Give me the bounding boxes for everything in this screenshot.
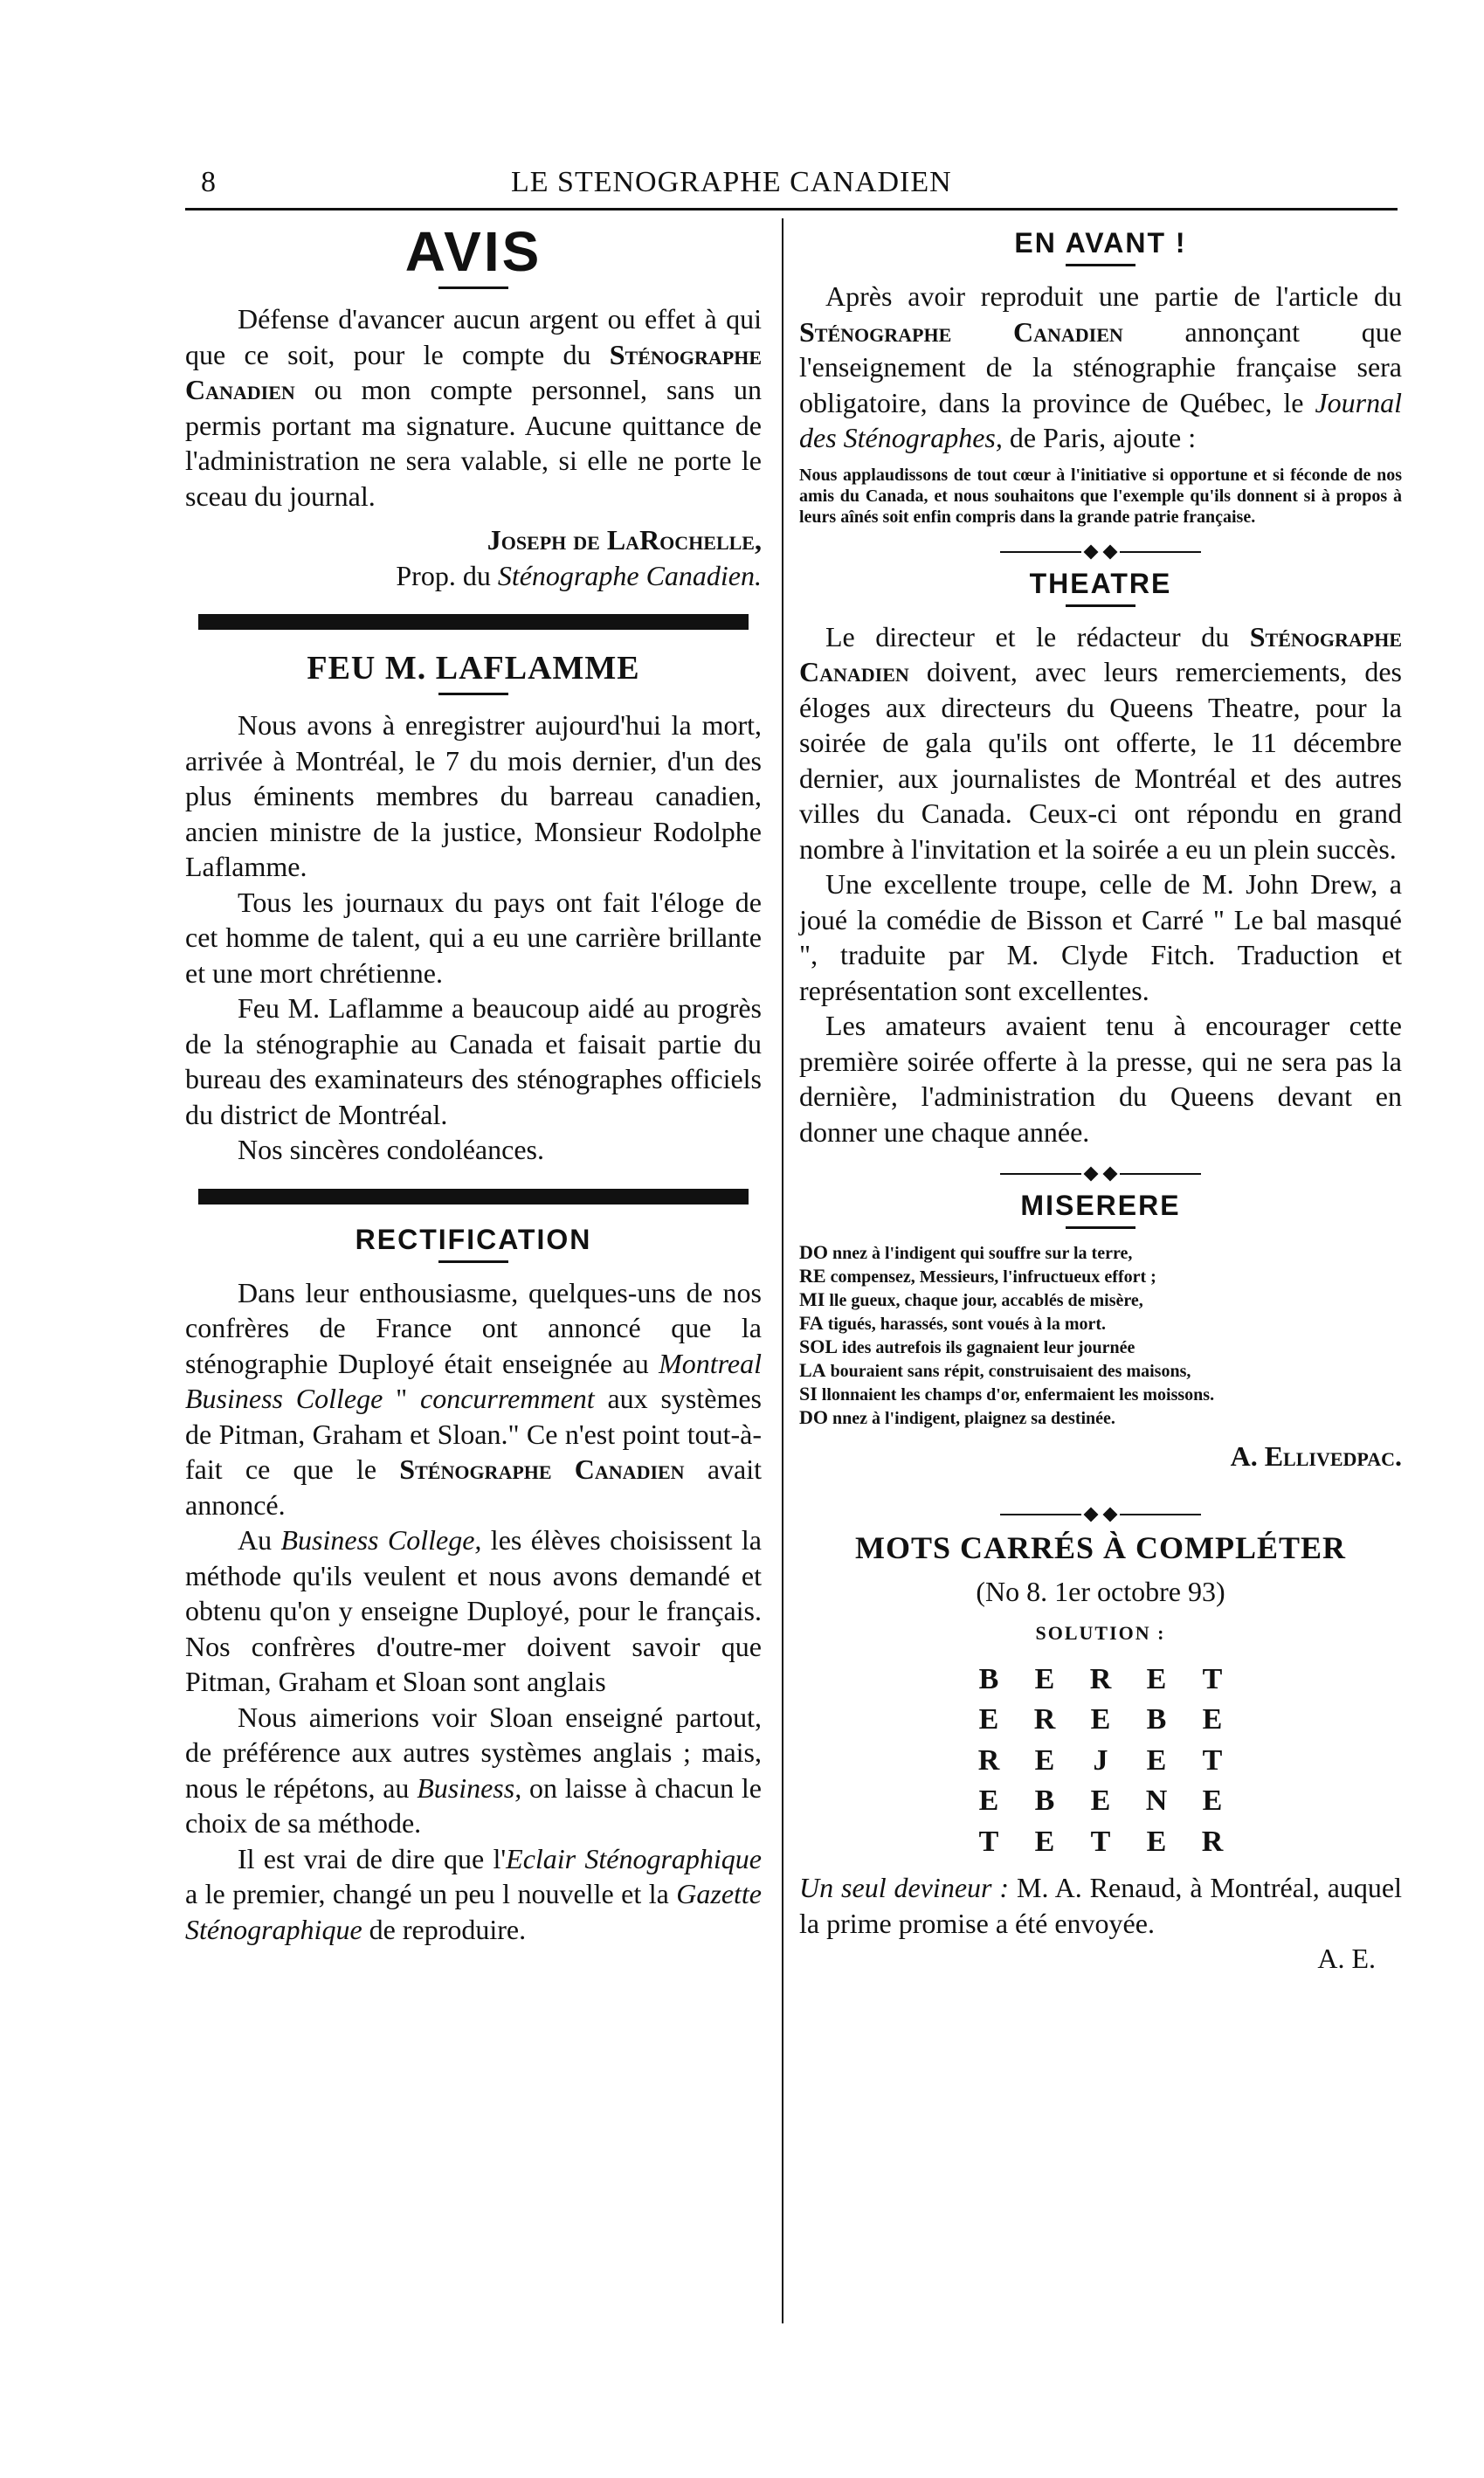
- poem-text: nnez à l'indigent, plaignez sa destinée.: [828, 1409, 1115, 1428]
- feu-paragraph-1: Nous avons à enregistrer aujourd'hui la mort, arrivée à Montréal, le 7 du mois dernier, d'un des plus éminents membres du barreau canadien, ancien ministre de la justice, Monsieur Rodolphe Laflamme.: [185, 709, 762, 882]
- page-header: [175, 166, 1398, 210]
- italic-run: Un seul devineur :: [799, 1872, 1010, 1903]
- avis-article: [185, 220, 762, 593]
- text-run: de reproduire.: [362, 1913, 527, 1945]
- feu-paragraph-3: Feu M. Laflamme a beaucoup aidé au progrès de la sténographie au Canada et faisait partie du bureau des examinateurs des sténographes officiels du district de Montréal.: [185, 992, 762, 1130]
- grid-letter: E: [1146, 1743, 1167, 1777]
- poem-line: [799, 1288, 1402, 1312]
- poem-text: tigués, harassés, sont voués à la mort.: [823, 1315, 1107, 1334]
- poem-initial: RE: [799, 1265, 826, 1287]
- mots-carres-article: [799, 1529, 1402, 1977]
- mots-carres-result: [799, 1870, 1402, 1941]
- grid-letter: E: [1034, 1825, 1055, 1858]
- poem-line: [799, 1383, 1402, 1406]
- header-rule: [185, 208, 1398, 211]
- avis-paragraph: [185, 301, 762, 514]
- mots-carres-signature: A. E.: [1317, 1943, 1376, 1974]
- text-run: Prop. du: [396, 559, 498, 591]
- mots-carres-subheading: (No 8. 1er octobre 93): [976, 1575, 1225, 1607]
- italic-run: Business College,: [280, 1524, 482, 1556]
- avis-signature-title: [185, 558, 762, 594]
- grid-letter: T: [1202, 1743, 1223, 1777]
- en-avant-heading: EN AVANT !: [1014, 227, 1187, 259]
- text-run: on laisse à chacun le choix de sa méthode.: [185, 1771, 763, 1839]
- italic-run: Eclair Sténographique: [506, 1842, 763, 1874]
- grid-letter: E: [978, 1784, 999, 1817]
- italic-run: concurremment: [420, 1383, 595, 1414]
- text-run: ou mon compte personnel, sans un permis portant ma signature. Aucune quittance de l'administration ne sera valable, si elle ne porte le sceau du journal.: [185, 374, 762, 512]
- italic-run: Sténographe Canadien.: [497, 559, 762, 591]
- grid-letter: E: [1202, 1703, 1223, 1736]
- text-run: Après avoir reproduit une partie de l'article du: [825, 280, 1402, 312]
- rectification-heading-rule: [438, 1260, 508, 1263]
- grid-letter: E: [1090, 1703, 1111, 1736]
- text-run: Défense d'avancer aucun argent ou effet à qui que ce soit, pour le compte du: [185, 303, 762, 370]
- poem-initial: MI: [799, 1288, 825, 1310]
- poem-text: llonnaient les champs d'or, enfermaient les moissons.: [817, 1385, 1215, 1405]
- grid-letter: E: [1034, 1662, 1055, 1695]
- en-avant-article: [799, 225, 1402, 528]
- poem-text: compensez, Messieurs, l'infructueux effort ;: [825, 1267, 1156, 1287]
- poem-initial: LA: [799, 1359, 826, 1381]
- page-number: 8: [201, 166, 217, 198]
- theatre-heading: THEATRE: [1029, 567, 1172, 599]
- poem-initial: SI: [799, 1383, 818, 1405]
- feu-paragraph-4: Nos sincères condoléances.: [238, 1134, 544, 1165]
- journal-name: Sténographe Canadien: [185, 338, 762, 405]
- right-column: [799, 225, 1402, 1977]
- grid-letter: B: [1146, 1703, 1167, 1736]
- grid-letter: E: [1202, 1784, 1223, 1817]
- grid-letter: E: [1034, 1743, 1055, 1777]
- grid-letter: B: [1034, 1784, 1055, 1817]
- rectification-paragraph-4: [185, 1841, 762, 1948]
- text-run: Le directeur et le rédacteur du: [825, 620, 1250, 652]
- text-run: Nous aimerions voir Sloan enseigné partout, de préférence aux autres systèmes anglais ; mais, nous le répétons, au: [185, 1701, 762, 1804]
- section-divider-thick: [198, 614, 749, 630]
- en-avant-paragraph: [799, 279, 1402, 456]
- avis-heading-rule: [438, 286, 508, 289]
- text-run: M. A. Renaud, à Montréal, auquel la prime promise a été envoyée.: [799, 1872, 1403, 1939]
- ornament-line: [1000, 1173, 1081, 1175]
- ornament-line: [1120, 1514, 1201, 1515]
- poem-initial: DO: [799, 1241, 828, 1263]
- text-run: Il est vrai de dire que l': [238, 1842, 507, 1874]
- poem-line: [799, 1359, 1402, 1383]
- italic-run: Business,: [417, 1771, 522, 1804]
- poem-initial: DO: [799, 1406, 828, 1428]
- grid-letter: R: [1201, 1825, 1224, 1858]
- miserere-heading-rule: [1066, 1226, 1135, 1229]
- solution-label: SOLUTION :: [1035, 1622, 1166, 1644]
- feu-laflamme-article: [185, 647, 762, 1168]
- ornamental-divider: [1000, 1169, 1201, 1179]
- text-run: doivent, avec leurs remerciements, des éloges aux directeurs du Queens Theatre, pour la soirée de gala qu'ils ont offerte, le 11 décembre dernier, aux journalistes de Montréal et des autres villes du Canada. Ceux-ci ont répondu en grand nombre à l'invitation et la soirée a eu un plein succès.: [799, 656, 1402, 865]
- avis-heading: AVIS: [404, 220, 542, 283]
- feu-paragraph-2: Tous les journaux du pays ont fait l'éloge de cet homme de talent, qui a eu une carrière brillante et une mort chrétienne.: [185, 886, 762, 989]
- rectification-heading: RECTIFICATION: [355, 1223, 592, 1255]
- avis-signature-name: [185, 522, 762, 558]
- miserere-heading: MISERERE: [1020, 1190, 1181, 1221]
- left-column: [185, 220, 762, 1947]
- ornament-diamond: [1084, 1167, 1099, 1182]
- journal-name: Sténographe Canadien: [799, 620, 1402, 687]
- ornament-diamond: [1103, 544, 1118, 559]
- text-run: avait annoncé.: [185, 1453, 763, 1521]
- grid-letter: R: [977, 1743, 1000, 1777]
- theatre-article: [799, 566, 1402, 1150]
- italic-run: Gazette Sténographique: [185, 1878, 762, 1945]
- feu-heading-rule: [438, 693, 508, 695]
- text-run: de Paris, ajoute :: [1002, 422, 1197, 453]
- grid-letter: N: [1145, 1784, 1168, 1817]
- ornament-line: [1000, 1514, 1081, 1515]
- italic-run: Journal des Sténographes,: [799, 386, 1402, 453]
- poem-text: nnez à l'indigent qui souffre sur la terre,: [828, 1244, 1133, 1263]
- grid-letter: E: [978, 1703, 999, 1736]
- ornament-diamond: [1084, 544, 1099, 559]
- poem-initial: SOL: [799, 1336, 839, 1357]
- ornament-diamond: [1084, 1507, 1099, 1522]
- theatre-paragraph-1: [799, 619, 1402, 867]
- ornamental-divider: [1000, 547, 1201, 557]
- theatre-paragraph-2: Une excellente troupe, celle de M. John Drew, a joué la comédie de Bisson et Carré " Le bal masqué ", traduite par M. Clyde Fitch. Traduction et représentation sont excellentes.: [799, 868, 1402, 1006]
- text-run: Au: [238, 1524, 281, 1556]
- signature-name: Joseph de LaRochelle,: [487, 524, 762, 556]
- poem-line: [799, 1336, 1402, 1359]
- poem-line: [799, 1241, 1402, 1265]
- poem-text: ides autrefois ils gagnaient leur journée: [838, 1338, 1135, 1357]
- miserere-article: [799, 1188, 1402, 1474]
- poem-text: lle gueux, chaque jour, accablés de misère,: [825, 1291, 1143, 1310]
- rectification-paragraph-2: [185, 1522, 762, 1700]
- mots-carres-heading: MOTS CARRÉS À COMPLÉTER: [854, 1529, 1347, 1565]
- miserere-poem: [799, 1241, 1402, 1430]
- ornamental-divider: [1000, 1509, 1201, 1520]
- grid-letter: E: [1090, 1784, 1111, 1817]
- journal-title: LE STENOGRAPHE CANADIEN: [511, 166, 952, 198]
- text-run: aux systèmes de Pitman, Graham et Sloan." Ce n'est point tout-à-fait ce que le: [185, 1383, 763, 1485]
- rectification-paragraph-1: [185, 1275, 762, 1523]
- miserere-signature: [799, 1439, 1402, 1474]
- text-run: les élèves choisissent la méthode qu'ils veulent et nous avons demandé et obtenu qu'on y enseigne Duployé, pour le français. Nos confrères d'outre-mer doivent savoir que Pitman, Graham et Sloan sont anglais: [185, 1524, 763, 1697]
- grid-letter: R: [1089, 1662, 1112, 1695]
- italic-run: Montreal Business College: [185, 1347, 762, 1414]
- en-avant-heading-rule: [1066, 264, 1135, 266]
- poem-line: [799, 1265, 1402, 1288]
- theatre-heading-rule: [1066, 604, 1135, 607]
- ornament-line: [1000, 551, 1081, 553]
- ornament-line: [1120, 551, 1201, 553]
- section-divider-thick: [198, 1189, 749, 1204]
- rectification-article: [185, 1222, 762, 1948]
- grid-letter: B: [978, 1662, 999, 1695]
- text-run: annonçant que l'enseignement de la sténographie française sera obligatoire, dans la province de Québec, le: [799, 315, 1402, 418]
- poem-line: [799, 1406, 1402, 1430]
- en-avant-quote: Nous applaudissons de tout cœur à l'initiative si opportune et si féconde de nos amis du Canada, et nous souhaitons que l'exemple qu'ils donnent si à propos à leurs aînés soit enfin compris dans la grande patrie française.: [799, 465, 1402, 527]
- poem-line: [799, 1312, 1402, 1336]
- grid-letter: R: [1033, 1703, 1056, 1736]
- grid-letter: E: [1146, 1825, 1167, 1858]
- text-run: Dans leur enthousiasme, quelques-uns de nos confrères de France ont annoncé que la sténographie Duployé était enseignée au: [185, 1276, 762, 1379]
- text-run: a le premier, changé un peu l nouvelle et la: [185, 1878, 677, 1909]
- column-divider: [782, 218, 783, 2323]
- feu-heading: FEU M. LAFLAMME: [307, 650, 640, 687]
- grid-letter: T: [1202, 1662, 1223, 1695]
- signature-name: A. Ellivedpac.: [1230, 1440, 1402, 1472]
- rectification-paragraph-3: [185, 1700, 762, 1841]
- theatre-paragraph-3: Les amateurs avaient tenu à encourager cette première soirée offerte à la presse, qui ne sera pas la dernière, l'administration du Queens devant en donner une chaque année.: [799, 1010, 1402, 1148]
- word-square-grid: [799, 1662, 1402, 1860]
- grid-letter: J: [1093, 1743, 1108, 1777]
- grid-letter: T: [978, 1825, 999, 1858]
- poem-text: bouraient sans répit, construisaient des maisons,: [825, 1362, 1191, 1381]
- journal-name: Sténographe Canadien: [799, 315, 1123, 348]
- grid-letter: E: [1146, 1662, 1167, 1695]
- ornament-diamond: [1103, 1167, 1118, 1182]
- journal-name: Sténographe Canadien: [399, 1453, 685, 1485]
- ornament-line: [1120, 1173, 1201, 1175]
- poem-initial: FA: [799, 1312, 824, 1334]
- grid-letter: T: [1090, 1825, 1111, 1858]
- ornament-diamond: [1103, 1507, 1118, 1522]
- text-run: ": [383, 1383, 421, 1414]
